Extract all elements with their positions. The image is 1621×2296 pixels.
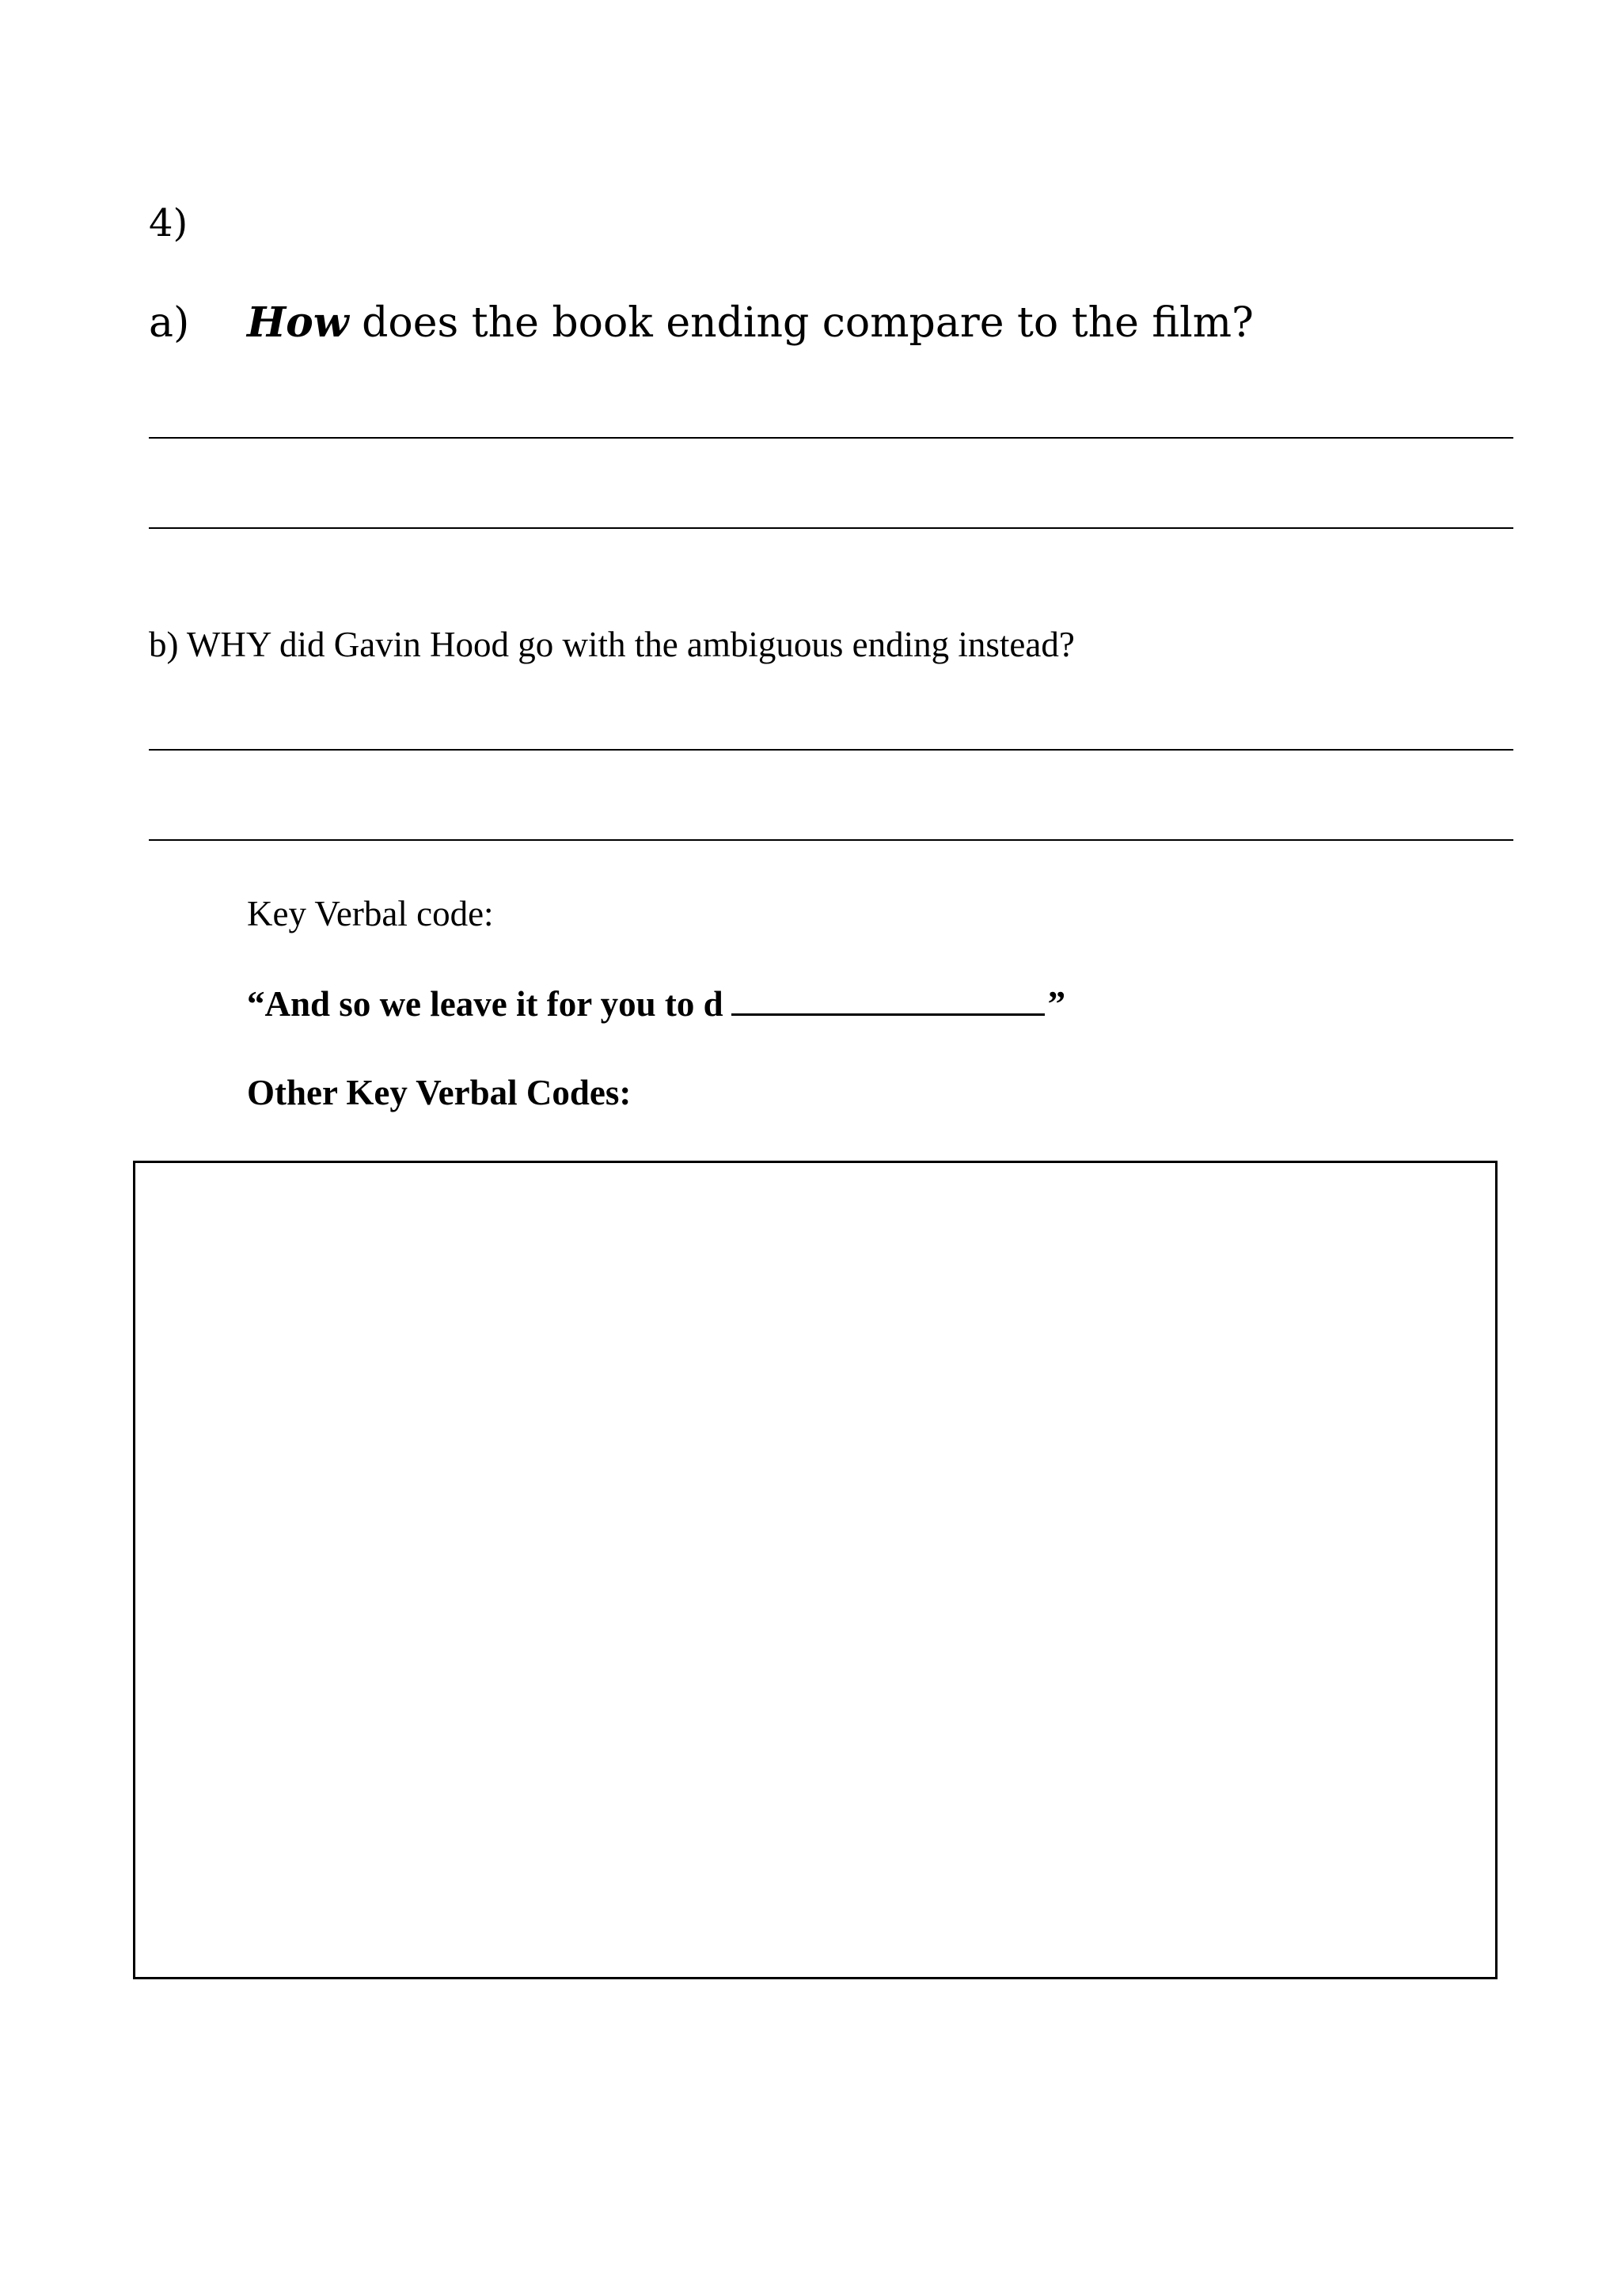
quote-fill-blank[interactable] (731, 1013, 1045, 1016)
other-key-verbal-codes-label: Other Key Verbal Codes: (247, 1073, 632, 1112)
part-a-question (247, 298, 1254, 348)
part-a-emphasis: How (247, 298, 349, 347)
answer-line-b2[interactable] (149, 839, 1513, 841)
answer-line-b1[interactable] (149, 749, 1513, 751)
quote-start: “And so we leave it for you to d (247, 984, 723, 1024)
answer-line-a2[interactable] (149, 527, 1513, 529)
key-verbal-code-quote (247, 982, 1065, 1026)
question-number: 4) (149, 201, 188, 245)
key-verbal-code-label: Key Verbal code: (247, 894, 494, 933)
quote-end: ” (1047, 984, 1066, 1024)
part-a-question-text: does the book ending compare to the film? (348, 299, 1254, 347)
other-codes-answer-box[interactable] (133, 1161, 1498, 1979)
part-b-question: b) WHY did Gavin Hood go with the ambiguous ending instead? (149, 625, 1075, 664)
answer-line-a1[interactable] (149, 437, 1513, 439)
part-a-label: a) (149, 299, 190, 347)
